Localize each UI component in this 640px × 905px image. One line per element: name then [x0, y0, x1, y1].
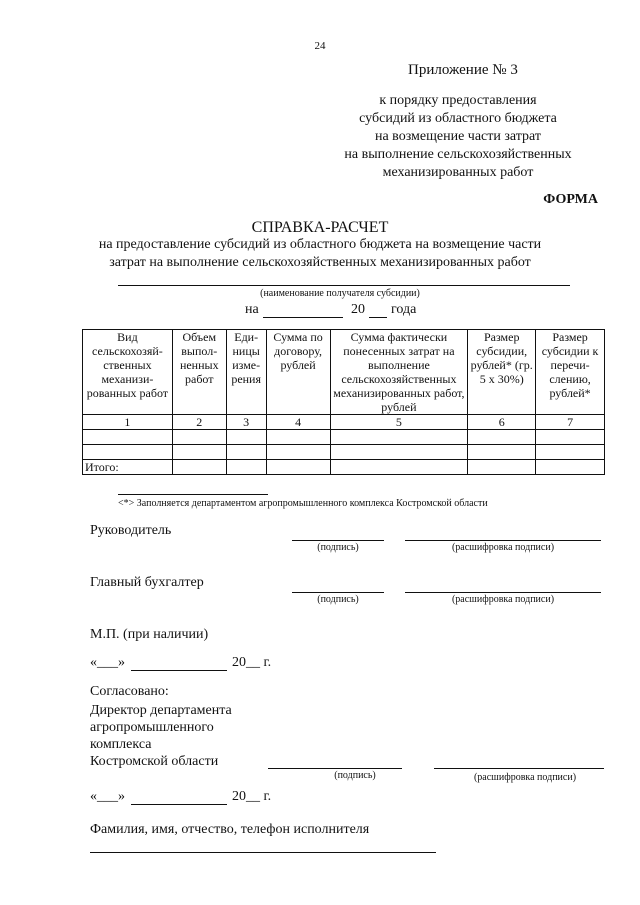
appendix-line: на выполнение сельскохозяйственных: [344, 147, 572, 162]
head-decode-caption: (расшифровка подписи): [451, 542, 555, 553]
date-year-line: [369, 317, 387, 318]
table-cell: [226, 445, 266, 460]
date-month-line-2: [131, 804, 227, 805]
header-cell: Сумма фактически понесенных затрат на выполнение сельскохозяйственных механизированных работ, рублей: [330, 330, 468, 415]
date-prefix: на: [245, 302, 259, 317]
recipient-caption: (наименование получателя субсидии): [260, 288, 420, 299]
form-label: ФОРМА: [543, 192, 598, 207]
date-day: «___»: [90, 655, 125, 670]
appendix-line: субсидий из областного бюджета: [359, 111, 557, 126]
number-cell: 2: [172, 415, 226, 430]
table-cell: [468, 430, 536, 445]
table-row: [83, 445, 605, 460]
date-suffix: года: [391, 302, 417, 317]
director-sign-line: [268, 768, 402, 769]
table-number-row: [83, 415, 605, 430]
header-cell: Вид сельскохозяй- ственных механизи- рованных работ: [83, 330, 173, 415]
table-cell: [226, 460, 266, 475]
appendix-lines: [318, 92, 598, 182]
table-cell: [172, 445, 226, 460]
date-day-2: «___»: [90, 789, 125, 804]
appendix-title: Приложение № 3: [408, 62, 518, 78]
calculation-table: [82, 329, 605, 475]
table-cell: [172, 460, 226, 475]
number-cell: 5: [330, 415, 468, 430]
page-number: 24: [314, 40, 326, 52]
head-sign-line: [292, 540, 384, 541]
executor-label: Фамилия, имя, отчество, телефон исполнителя: [90, 822, 370, 837]
date-year: 20__ г.: [232, 655, 272, 670]
header-cell: Сумма по договору, рублей: [266, 330, 330, 415]
table-cell: [266, 460, 330, 475]
agreed-lines: [90, 702, 290, 770]
number-cell: 3: [226, 415, 266, 430]
header-cell: Размер субсидии к перечи- слению, рублей*: [536, 330, 605, 415]
total-label: Итого:: [83, 460, 173, 475]
agreed-line: Костромской области: [90, 754, 219, 769]
table-cell: [330, 460, 468, 475]
table-cell: [172, 430, 226, 445]
appendix-line: к порядку предоставления: [379, 93, 537, 108]
table-cell: [330, 445, 468, 460]
head-sign-caption: (подпись): [317, 542, 359, 553]
header-cell: Еди- ницы изме- рения: [226, 330, 266, 415]
table-cell: [468, 445, 536, 460]
appendix-line: на возмещение части затрат: [374, 129, 542, 144]
appendix-line: механизированных работ: [382, 165, 534, 180]
accountant-decode-line: [405, 592, 601, 593]
agreed-line: Директор департамента: [90, 703, 232, 718]
table-cell: [468, 460, 536, 475]
accountant-label: Главный бухгалтер: [90, 575, 204, 590]
accountant-sign-caption: (подпись): [317, 594, 359, 605]
header-cell: Объем выпол- ненных работ: [172, 330, 226, 415]
table-row: [83, 430, 605, 445]
recipient-line: [118, 285, 570, 286]
table-cell: [266, 445, 330, 460]
date-year-2: 20__ г.: [232, 789, 272, 804]
head-decode-line: [405, 540, 601, 541]
agreed-line: агропромышленного: [90, 720, 214, 735]
number-cell: 7: [536, 415, 605, 430]
footnote-separator: [118, 494, 268, 495]
doc-title: СПРАВКА-РАСЧЕТ: [251, 219, 389, 236]
table-cell: [536, 445, 605, 460]
agreed-label: Согласовано:: [90, 684, 169, 699]
table-cell: [83, 445, 173, 460]
accountant-decode-caption: (расшифровка подписи): [451, 594, 555, 605]
accountant-sign-line: [292, 592, 384, 593]
agreed-line: комплекса: [90, 737, 152, 752]
table-total-row: [83, 460, 605, 475]
stamp-label: М.П. (при наличии): [90, 627, 209, 642]
head-label: Руководитель: [90, 523, 172, 538]
doc-subtitle-1: на предоставление субсидий из областного бюджета на возмещение части: [98, 237, 542, 252]
table-cell: [266, 430, 330, 445]
header-cell: Размер субсидии, рублей* (гр. 5 х 30%): [468, 330, 536, 415]
executor-line: [90, 852, 436, 853]
table-cell: [330, 430, 468, 445]
table-cell: [536, 430, 605, 445]
date-blank-line: [263, 317, 343, 318]
doc-subtitle-2: затрат на выполнение сельскохозяйственных механизированных работ: [109, 255, 531, 270]
director-sign-caption: (подпись): [334, 770, 376, 781]
table-cell: [536, 460, 605, 475]
director-decode-caption: (расшифровка подписи): [473, 772, 577, 783]
table-cell: [83, 430, 173, 445]
number-cell: 1: [83, 415, 173, 430]
date-year-prefix: 20: [351, 302, 365, 317]
date-month-line: [131, 670, 227, 671]
director-decode-line: [434, 768, 604, 769]
number-cell: 4: [266, 415, 330, 430]
table-cell: [226, 430, 266, 445]
table-header-row: [83, 330, 605, 415]
number-cell: 6: [468, 415, 536, 430]
footnote: <*> Заполняется департаментом агропромышленного комплекса Костромской области: [118, 498, 488, 509]
